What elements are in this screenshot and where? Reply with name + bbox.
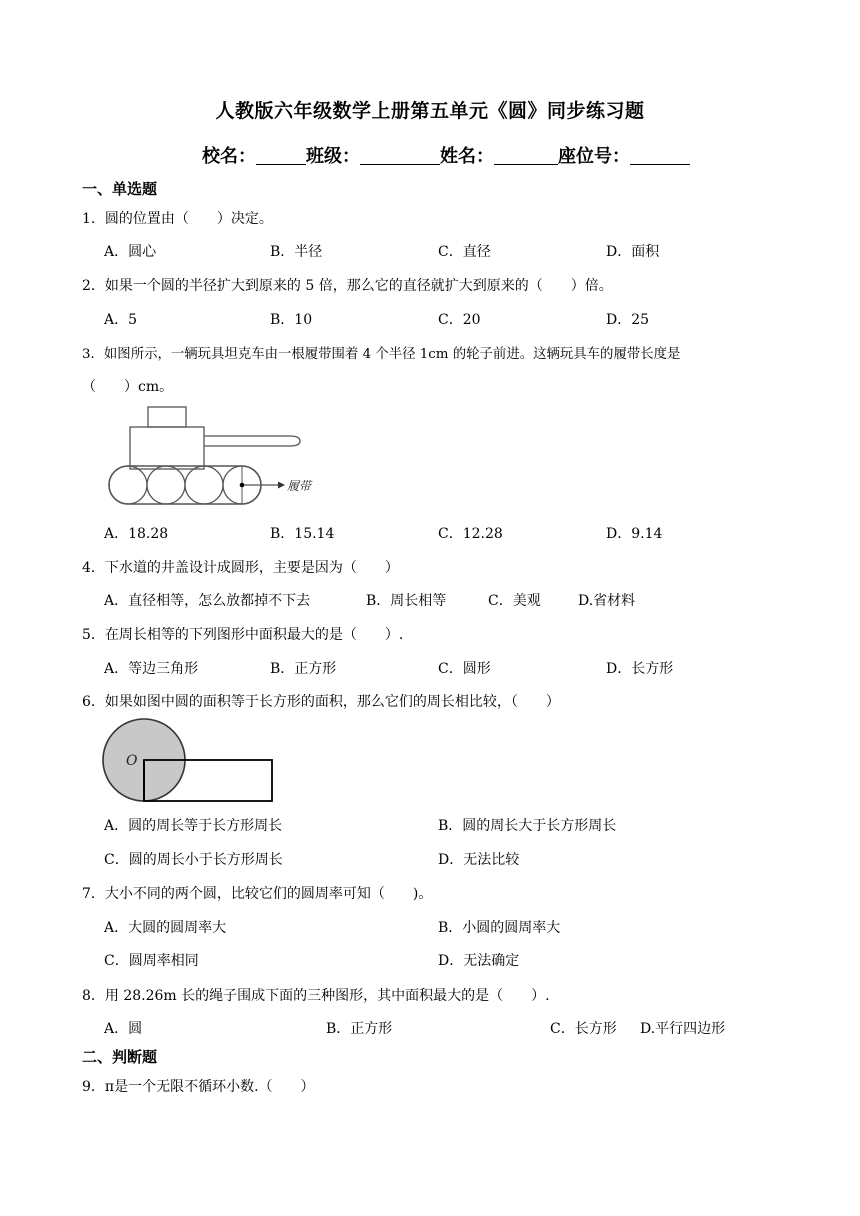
class-blank xyxy=(360,146,440,165)
q4-option-c: C．美观 xyxy=(488,593,541,609)
q2-option-b: B．10 xyxy=(270,312,313,328)
center-label: O xyxy=(126,753,138,769)
question-2: 2．如果一个圆的半径扩大到原来的 5 倍，那么它的直径就扩大到原来的（ ）倍。 xyxy=(82,278,613,294)
question-1: 1．圆的位置由（ ）决定。 xyxy=(82,211,273,227)
q5-option-b: B．正方形 xyxy=(270,661,337,677)
q8-option-a: A．圆 xyxy=(104,1021,143,1037)
section-heading-single-choice: 一、单选题 xyxy=(82,180,158,198)
tank-wheel-2 xyxy=(147,466,185,504)
q2-option-c: C．20 xyxy=(438,312,481,328)
tank-wheel-3 xyxy=(185,466,223,504)
class-label: 班级： xyxy=(306,146,360,167)
tank-figure xyxy=(100,404,322,512)
label-arrow-head xyxy=(278,482,285,489)
q4-option-d: D.省材料 xyxy=(578,593,636,609)
q7-option-b: B．小圆的圆周率大 xyxy=(438,920,561,936)
q6-option-c: C．圆的周长小于长方形周长 xyxy=(104,852,283,868)
q5-option-c: C．圆形 xyxy=(438,661,491,677)
q3-option-c: C．12.28 xyxy=(438,526,503,542)
q3-option-b: B．15.14 xyxy=(270,526,335,542)
question-6: 6．如果如图中圆的面积等于长方形的面积，那么它们的周长相比较，（ ） xyxy=(82,694,560,710)
wheel-center-dot xyxy=(240,483,245,488)
school-blank xyxy=(256,146,306,165)
q7-option-c: C．圆周率相同 xyxy=(104,953,199,969)
seat-blank xyxy=(630,146,690,165)
seat-label: 座位号： xyxy=(558,146,630,167)
school-label: 校名： xyxy=(202,146,256,167)
question-7: 7．大小不同的两个圆，比较它们的圆周率可知（ )。 xyxy=(82,886,433,902)
student-info-line xyxy=(202,142,690,168)
q1-option-a: A．圆心 xyxy=(104,244,157,260)
name-label: 姓名： xyxy=(440,146,494,167)
q1-option-d: D．面积 xyxy=(606,244,660,260)
q2-option-d: D．25 xyxy=(606,312,650,328)
q6-option-b: B．圆的周长大于长方形周长 xyxy=(438,818,617,834)
q7-option-a: A．大圆的圆周率大 xyxy=(104,920,227,936)
tank-hatch xyxy=(148,407,186,427)
question-3-line-1: 3．如图所示，一辆玩具坦克车由一根履带围着 4 个半径 1cm 的轮子前进。这辆玩具车的履带长度是 xyxy=(82,347,681,362)
q8-option-b: B．正方形 xyxy=(326,1021,393,1037)
q2-option-a: A．5 xyxy=(104,312,138,328)
question-9: 9．π是一个无限不循环小数.（ ） xyxy=(82,1079,315,1095)
q1-option-c: C．直径 xyxy=(438,244,491,260)
section-heading-true-false: 二、判断题 xyxy=(82,1048,158,1066)
track-label: 履带 xyxy=(287,479,312,493)
q4-option-a: A．直径相等，怎么放都掉不下去 xyxy=(104,593,311,609)
q6-option-a: A．圆的周长等于长方形周长 xyxy=(104,818,283,834)
question-8: 8．用 28.26m 长的绳子围成下面的三种图形，其中面积最大的是（ ）. xyxy=(82,988,550,1004)
name-blank xyxy=(494,146,558,165)
q6-option-d: D．无法比较 xyxy=(438,852,520,868)
tank-barrel xyxy=(204,436,300,446)
q1-option-b: B．半径 xyxy=(270,244,323,260)
q3-option-d: D．9.14 xyxy=(606,526,663,542)
circle-rectangle-figure xyxy=(100,716,280,808)
q7-option-d: D．无法确定 xyxy=(438,953,520,969)
page-title: 人教版六年级数学上册第五单元《圆》同步练习题 xyxy=(215,100,645,122)
question-3-line-2: （ ）cm。 xyxy=(82,379,174,395)
question-4: 4．下水道的井盖设计成圆形，主要是因为（ ） xyxy=(82,560,399,576)
q3-option-a: A．18.28 xyxy=(104,526,169,542)
q8-option-d: D.平行四边形 xyxy=(640,1021,726,1037)
q4-option-b: B．周长相等 xyxy=(366,593,447,609)
q8-option-c: C．长方形 xyxy=(550,1021,617,1037)
q5-option-a: A．等边三角形 xyxy=(104,661,199,677)
tank-turret xyxy=(130,427,204,469)
q5-option-d: D．长方形 xyxy=(606,661,674,677)
question-5: 5．在周长相等的下列图形中面积最大的是（ ）. xyxy=(82,627,404,643)
